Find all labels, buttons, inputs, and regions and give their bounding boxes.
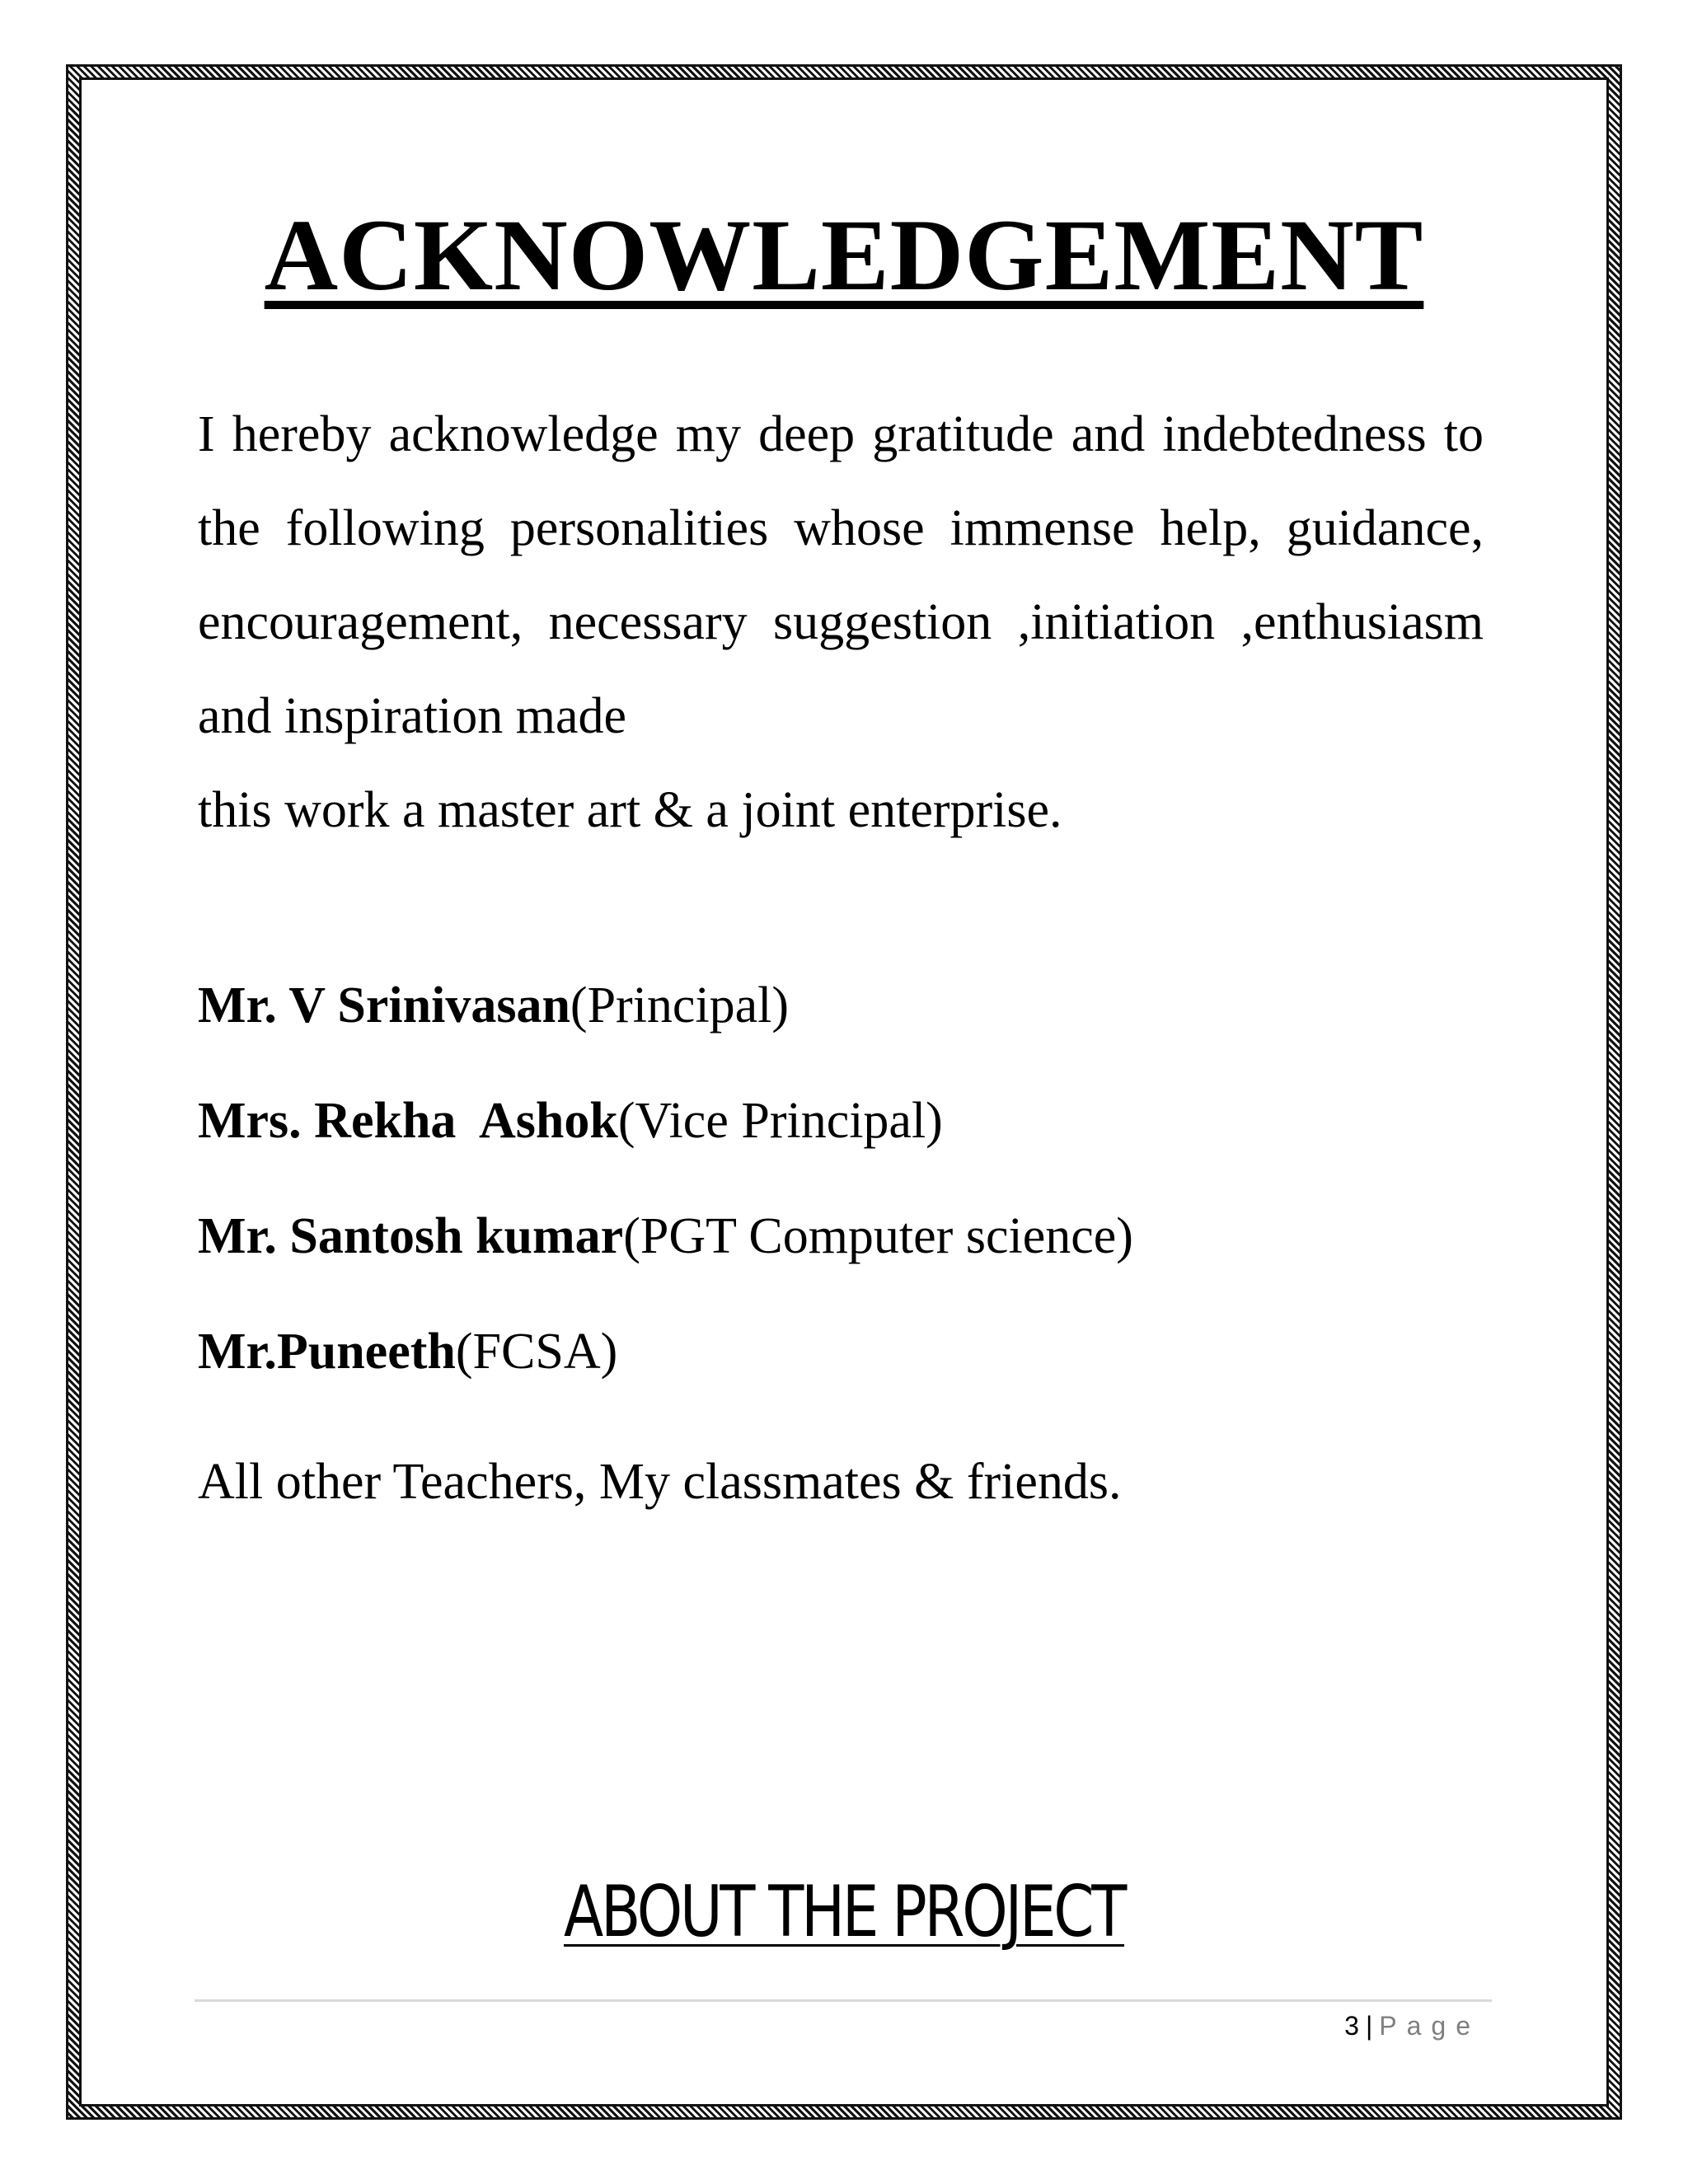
person-role: (Principal) <box>570 977 790 1033</box>
page-title <box>0 194 1688 317</box>
next-section-heading-text: ABOUT THE PROJECT <box>563 1871 1125 1953</box>
page-label: Page <box>1379 2011 1480 2041</box>
person-item <box>198 1088 1484 1203</box>
person-name: Mrs. Rekha Ashok <box>198 1093 618 1149</box>
person-name: Mr. Santosh kumar <box>198 1208 624 1264</box>
person-name: Mr. V Srinivasan <box>198 977 570 1033</box>
page-title-text: ACKNOWLEDGEMENT <box>264 199 1424 312</box>
intro-paragraph <box>198 387 1484 857</box>
footer-separator: | <box>1365 2011 1373 2041</box>
intro-last-line: this work a master art & a joint enterprise. <box>198 782 1062 838</box>
page-footer <box>1344 2008 1480 2044</box>
closing-line: All other Teachers, My classmates & friends. <box>198 1454 1122 1510</box>
person-item <box>198 1203 1484 1319</box>
person-name: Mr.Puneeth <box>198 1324 456 1380</box>
person-item <box>198 972 1484 1088</box>
intro-body: I hereby acknowledge my deep gratitude and indebtedness to the following personalities whose immense help, guidance, encouragement, necessary suggestion ,initiation ,enthusiasm and inspiration made <box>198 406 1484 744</box>
acknowledged-people-list <box>198 972 1484 1434</box>
person-role: (Vice Principal) <box>617 1093 943 1149</box>
footer-divider <box>195 1999 1492 2002</box>
next-section-heading <box>152 1863 1536 1961</box>
page-number: 3 <box>1344 2011 1359 2041</box>
person-role: (FCSA) <box>455 1324 618 1380</box>
person-role: (PGT Computer science) <box>623 1208 1133 1264</box>
person-item <box>198 1319 1484 1434</box>
